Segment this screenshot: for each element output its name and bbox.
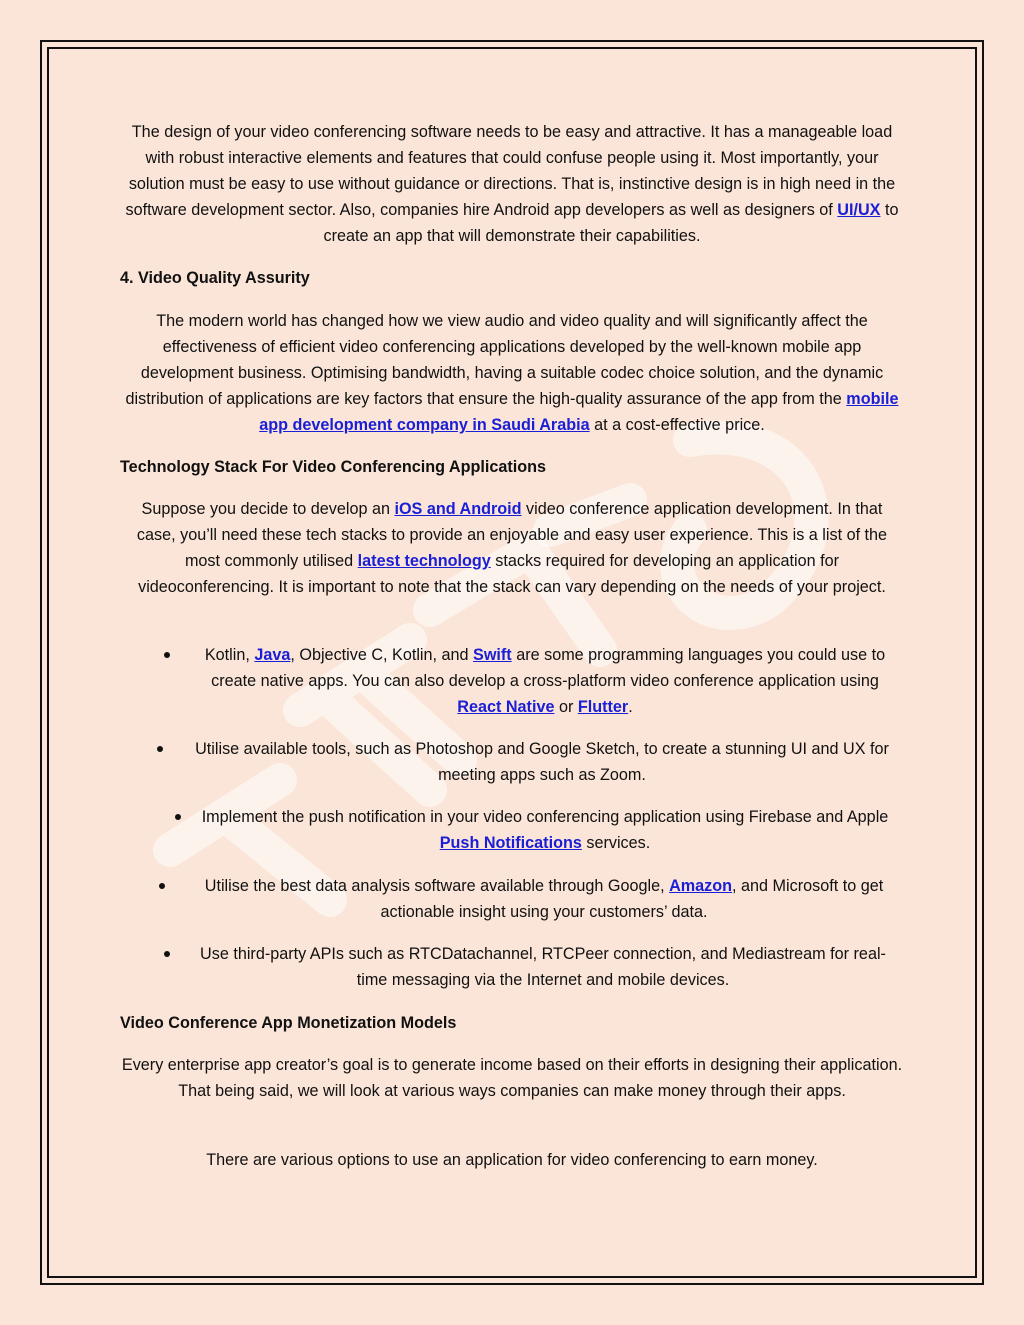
bullet-icon [164, 652, 170, 658]
bullet-segment: Kotlin, [204, 646, 255, 664]
bullet-icon [175, 814, 181, 820]
ui-ux-link[interactable]: UI/UX [837, 201, 881, 219]
heading-monetization: Video Conference App Monetization Models [120, 1014, 457, 1032]
monetization-paragraph: Every enterprise app creator’s goal is to generate income based on their efforts in designing their application. That being said, we will look at various ways companies can make money through their apps. [121, 1056, 903, 1100]
bullet-segment: are some programming languages you could use to create native apps. You can also develop a cross-platform video conference application using [211, 646, 886, 690]
bullet-segment: . [628, 698, 633, 716]
bullet-segment: Implement the push notification in your video conferencing application using Firebase and Apple [201, 808, 889, 826]
heading-tech-stack: Technology Stack For Video Conferencing Applications [120, 458, 547, 476]
tech-stack-paragraph [120, 496, 904, 600]
tech-stack-text: Suppose you decide to develop an [141, 500, 395, 518]
video-quality-text: The modern world has changed how we view audio and video quality and will significantly affect the effectiveness of efficient video conferencing applications developed by the well-known mobile app development business. Optimising bandwidth, having a suitable codec choice solution, and the dynamic distribution of applications are key factors that ensure the high-quality assurance of the app from the [125, 312, 884, 408]
intro-text: The design of your video conferencing software needs to be easy and attractive. It has a manageable load with robust interactive elements and features that could confuse people using it. Most importantly, your solution must be easy to use without guidance or directions. That is, instinctive design is in high need in the software development sector. Also, companies hire Android app developers as well as designers of [125, 123, 896, 219]
tech-stack-text-mid: video conference application development. In that case, you’ll need these tech stacks to provide an enjoyable and easy user experience. This is a list of the most commonly utilised [136, 500, 888, 570]
video-quality-paragraph [120, 308, 904, 438]
bullet-segment: Utilise the best data analysis software available through Google, [204, 877, 670, 895]
react-native-link[interactable]: React Native [457, 698, 555, 716]
push-notifications-link[interactable]: Push Notifications [439, 834, 582, 852]
bullet-icon [164, 951, 170, 957]
heading-video-quality: 4. Video Quality Assurity [120, 269, 310, 287]
bullet-text [200, 804, 890, 856]
saudi-arabia-link[interactable]: mobile app development company in Saudi Arabia [259, 390, 899, 434]
bullet-icon [157, 746, 163, 752]
options-paragraph: There are various options to use an application for video conferencing to earn money. [206, 1151, 818, 1169]
tech-stack-text-end: stacks required for developing an application for videoconferencing. It is important to note that the stack can vary depending on the needs of your project. [138, 552, 886, 596]
java-link[interactable]: Java [254, 646, 291, 664]
ios-android-link[interactable]: iOS and Android [394, 500, 522, 518]
bullet-segment: Use third-party APIs such as RTCDatachannel, RTCPeer connection, and Mediastream for real-time messaging via the Internet and mobile devices. [200, 945, 886, 989]
bullet-segment: Utilise available tools, such as Photoshop and Google Sketch, to create a stunning UI and UX for meeting apps such as Zoom. [195, 740, 889, 784]
flutter-link[interactable]: Flutter [577, 698, 629, 716]
bullet-text [188, 941, 898, 993]
intro-paragraph [120, 119, 904, 249]
bullet-segment: , and Microsoft to get actionable insight using your customers’ data. [380, 877, 884, 921]
intro-text-end: to create an app that will demonstrate their capabilities. [323, 201, 899, 245]
video-quality-text-end: at a cost-effective price. [589, 416, 765, 434]
bullet-segment: , Objective C, Kotlin, and [290, 646, 474, 664]
latest-technology-link[interactable]: latest technology [357, 552, 491, 570]
bullet-text [184, 873, 904, 925]
bullet-segment: or [554, 698, 578, 716]
bullet-segment: services. [581, 834, 651, 852]
bullet-text [190, 642, 900, 720]
swift-link[interactable]: Swift [473, 646, 512, 664]
bullet-text [180, 736, 904, 788]
amazon-link[interactable]: Amazon [669, 877, 733, 895]
bullet-icon [159, 883, 165, 889]
